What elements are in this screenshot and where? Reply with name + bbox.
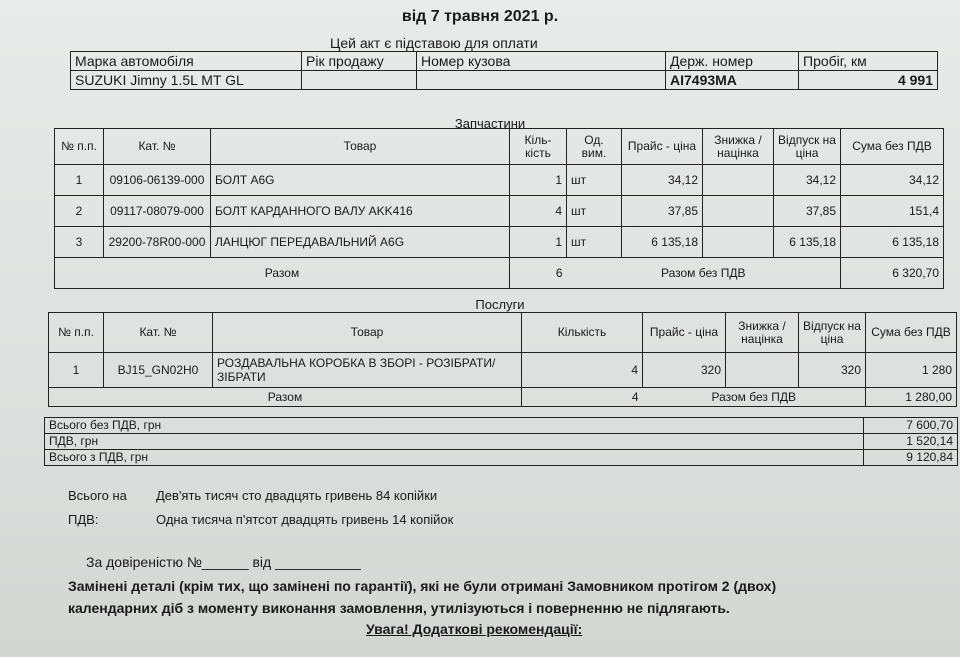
services-total-novat-label: Разом без ПДВ: [643, 388, 866, 407]
total-row: [45, 418, 958, 434]
part-qty: 4: [510, 196, 567, 227]
part-unit: шт: [567, 165, 622, 196]
part-discount: [703, 196, 774, 227]
services-col-sale-price: Відпуск на ціна: [799, 313, 866, 353]
services-col-catalog: Кат. №: [104, 313, 213, 353]
total-words-label: Всього на: [68, 488, 127, 503]
car-info-value-row: [71, 71, 938, 90]
total-with-vat-value: 9 120,84: [864, 450, 958, 466]
services-header-row: [49, 313, 957, 353]
services-col-number: № п.п.: [49, 313, 104, 353]
document-date: від 7 травня 2021 р.: [401, 8, 559, 25]
services-total-qty: 4: [522, 388, 643, 407]
services-col-qty: Кількість: [522, 313, 643, 353]
parts-col-number: № п.п.: [55, 129, 104, 165]
table-row: [49, 353, 957, 388]
part-number: 1: [55, 165, 104, 196]
car-mileage-header: Пробіг, км: [799, 52, 938, 71]
part-unit: шт: [567, 227, 622, 258]
recommendations-heading: Увага! Додаткові рекомендації:: [366, 621, 583, 637]
total-words-text: Дев'ять тисяч сто двадцять гривень 84 копійки: [156, 488, 438, 503]
total-row: [45, 434, 958, 450]
part-sale-price: 37,85: [774, 196, 841, 227]
payment-basis-text: Цей акт є підставою для оплати: [330, 35, 538, 51]
vat-words-label: ПДВ:: [68, 512, 99, 527]
part-number: 2: [55, 196, 104, 227]
part-sum: 34,12: [841, 165, 944, 196]
services-total-row: [49, 388, 957, 407]
part-name: БОЛТ КАРДАННОГО ВАЛУ AKK416: [211, 196, 510, 227]
parts-col-sum: Сума без ПДВ: [841, 129, 944, 165]
service-number: 1: [49, 353, 104, 388]
service-price: 320: [643, 353, 726, 388]
totals-table: [44, 417, 958, 466]
services-total-novat: 1 280,00: [866, 388, 957, 407]
part-name: БОЛТ A6G: [211, 165, 510, 196]
table-row: [55, 196, 944, 227]
car-year-header: Рік продажу: [302, 52, 417, 71]
parts-header-row: [55, 129, 944, 165]
total-novat-value: 7 600,70: [864, 418, 958, 434]
car-brand-header: Марка автомобіля: [71, 52, 302, 71]
part-price: 6 135,18: [622, 227, 703, 258]
part-catalog: 09106-06139-000: [104, 165, 211, 196]
total-with-vat-label: Всього з ПДВ, грн: [45, 450, 864, 466]
car-body-value: [417, 71, 666, 90]
power-of-attorney-line: За довіреністю №______ від ___________: [86, 554, 361, 570]
part-unit: шт: [567, 196, 622, 227]
services-title: Послуги: [475, 297, 525, 312]
part-qty: 1: [510, 227, 567, 258]
part-sale-price: 6 135,18: [774, 227, 841, 258]
car-plate-header: Держ. номер: [666, 52, 799, 71]
parts-col-discount: Знижка / націнка: [703, 129, 774, 165]
services-col-price: Прайс - ціна: [643, 313, 726, 353]
services-total-label: Разом: [49, 388, 522, 407]
vat-label: ПДВ, грн: [45, 434, 864, 450]
service-sum: 1 280: [866, 353, 957, 388]
services-col-sum: Сума без ПДВ: [866, 313, 957, 353]
part-qty: 1: [510, 165, 567, 196]
car-info-table: [70, 51, 938, 90]
parts-col-unit: Од. вим.: [567, 129, 622, 165]
disposal-note-line2: календарних діб з моменту виконання замовлення, утилізуються і поверненню не підлягають.: [68, 600, 730, 616]
car-plate-value: AI7493MA: [666, 71, 799, 90]
parts-col-qty: Кіль-кість: [510, 129, 567, 165]
car-info-header-row: [71, 52, 938, 71]
service-discount: [726, 353, 799, 388]
table-row: [55, 165, 944, 196]
parts-total-qty: 6: [510, 258, 567, 289]
parts-total-row: [55, 258, 944, 289]
parts-table: [54, 128, 944, 289]
vat-value: 1 520,14: [864, 434, 958, 450]
part-discount: [703, 227, 774, 258]
part-sum: 151,4: [841, 196, 944, 227]
parts-total-label: Разом: [55, 258, 510, 289]
vat-words-text: Одна тисяча п'ятсот двадцять гривень 14 копійок: [156, 512, 454, 527]
parts-col-sale-price: Відпуск на ціна: [774, 129, 841, 165]
parts-col-catalog: Кат. №: [104, 129, 211, 165]
car-mileage-value: 4 991: [799, 71, 938, 90]
services-col-product: Товар: [213, 313, 522, 353]
part-catalog: 09117-08079-000: [104, 196, 211, 227]
part-catalog: 29200-78R00-000: [104, 227, 211, 258]
service-catalog: BJ15_GN02H0: [104, 353, 213, 388]
parts-total-novat: 6 320,70: [841, 258, 944, 289]
table-row: [55, 227, 944, 258]
services-table: [48, 312, 957, 407]
service-sale-price: 320: [799, 353, 866, 388]
car-brand-value: SUZUKI Jimny 1.5L MT GL: [71, 71, 302, 90]
car-year-value: [302, 71, 417, 90]
part-number: 3: [55, 227, 104, 258]
car-body-header: Номер кузова: [417, 52, 666, 71]
total-novat-label: Всього без ПДВ, грн: [45, 418, 864, 434]
parts-col-product: Товар: [211, 129, 510, 165]
services-col-discount: Знижка / націнка: [726, 313, 799, 353]
parts-title: Запчастини: [454, 116, 526, 131]
part-discount: [703, 165, 774, 196]
service-qty: 4: [522, 353, 643, 388]
part-sale-price: 34,12: [774, 165, 841, 196]
part-name: ЛАНЦЮГ ПЕРЕДАВАЛЬНИЙ A6G: [211, 227, 510, 258]
part-price: 37,85: [622, 196, 703, 227]
part-sum: 6 135,18: [841, 227, 944, 258]
parts-total-novat-label: Разом без ПДВ: [567, 258, 841, 289]
total-row: [45, 450, 958, 466]
part-price: 34,12: [622, 165, 703, 196]
service-name: РОЗДАВАЛЬНА КОРОБКА В ЗБОРІ - РОЗІБРАТИ/ЗІБРАТИ: [213, 353, 522, 388]
parts-col-price: Прайс - ціна: [622, 129, 703, 165]
disposal-note-line1: Замінені деталі (крім тих, що замінені по гарантії), які не були отримані Замовником протігом 2 (двох): [68, 578, 777, 594]
